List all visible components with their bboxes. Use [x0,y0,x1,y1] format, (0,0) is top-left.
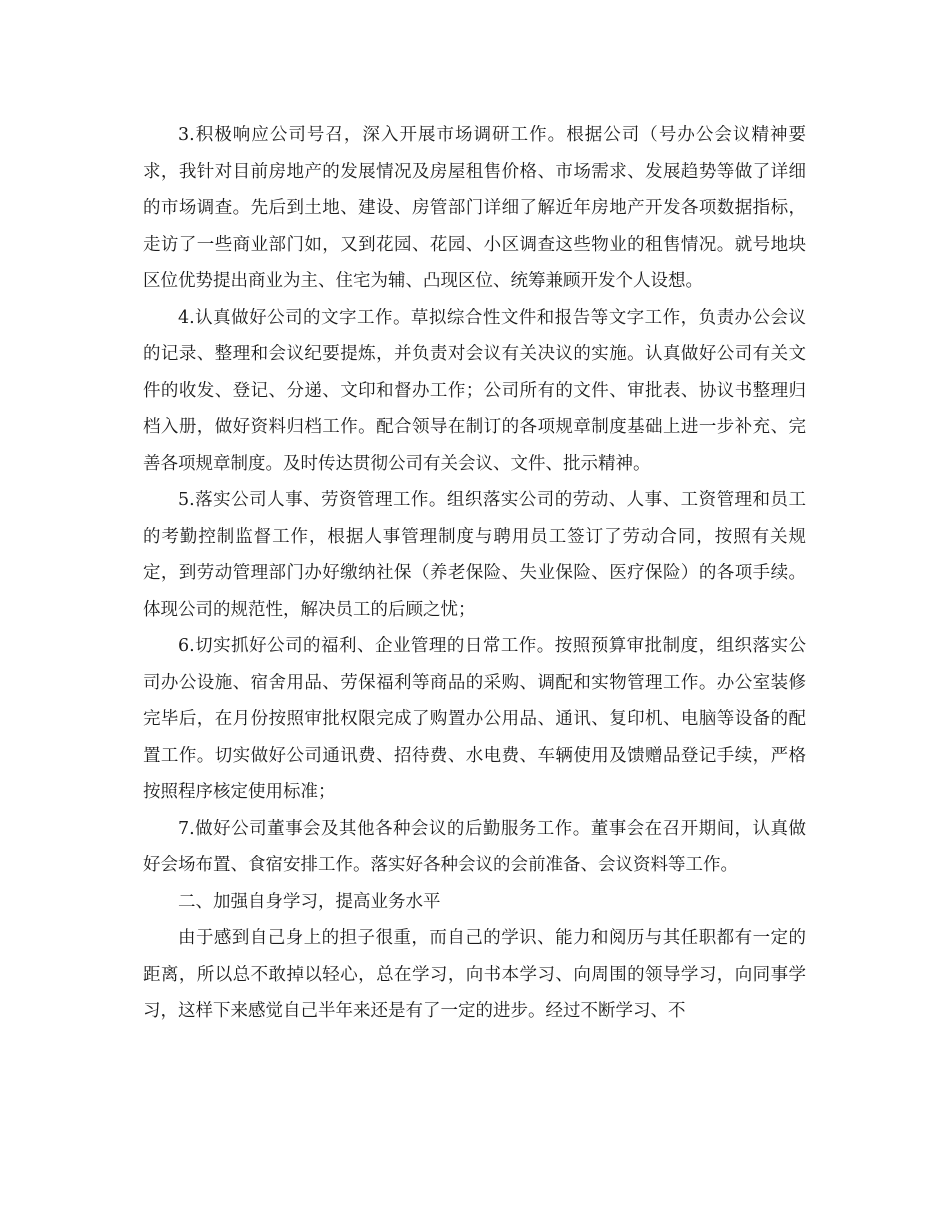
paragraph-market-research: 3.积极响应公司号召，深入开展市场调研工作。根据公司（号办公会议精神要求，我针对目前房地产的发展情况及房屋租售价格、市场需求、发展趋势等做了详细的市场调查。先后到土地、建设、房管部门详细了解近年房地产开发各项数据指标，走访了一些商业部门如，又到花园、花园、小区调查这些物业的租售情况。就号地块区位优势提出商业为主、住宅为辅、凸现区位、统筹兼顾开发个人设想。 [143,125,806,291]
paragraph-self-learning: 由于感到自己身上的担子很重，而自己的学识、能力和阅历与其任职都有一定的距离，所以总不敢掉以轻心，总在学习，向书本学习、向周围的领导学习，向同事学习，这样下来感觉自己半年来还是有了一定的进步。经过不断学习、不 [143,928,806,1021]
paragraph-board-meeting-service: 7.做好公司董事会及其他各种会议的后勤服务工作。董事会在召开期间，认真做好会场布置、食宿安排工作。落实好各种会议的会前准备、会议资料等工作。 [143,818,806,875]
paragraph-writing-work: 4.认真做好公司的文字工作。草拟综合性文件和报告等文字工作，负责办公会议的记录、整理和会议纪要提炼，并负责对会议有关决议的实施。认真做好公司有关文件的收发、登记、分递、文印和督办工作；公司所有的文件、审批表、协议书整理归档入册，做好资料归档工作。配合领导在制订的各项规章制度基础上进一步补充、完善各项规章制度。及时传达贯彻公司有关会议、文件、批示精神。 [143,307,806,474]
section-heading-self-learning: 二、加强自身学习，提高业务水平 [178,891,441,912]
paragraph-welfare-management: 6.切实抓好公司的福利、企业管理的日常工作。按照预算审批制度，组织落实公司办公设施、宿舍用品、劳保福利等商品的采购、调配和实物管理工作。办公室装修完毕后，在月份按照审批权限完成了购置办公用品、通讯、复印机、电脑等设备的配置工作。切实做好公司通讯费、招待费、水电费、车辆使用及馈赠品登记手续，严格按照程序核定使用标准； [143,636,806,802]
paragraph-personnel-management: 5.落实公司人事、劳资管理工作。组织落实公司的劳动、人事、工资管理和员工的考勤控制监督工作，根据人事管理制度与聘用员工签订了劳动合同，按照有关规定，到劳动管理部门办好缴纳社保（养老保险、失业保险、医疗保险）的各项手续。体现公司的规范性，解决员工的后顾之忧； [143,490,806,620]
document-body [143,117,806,1030]
